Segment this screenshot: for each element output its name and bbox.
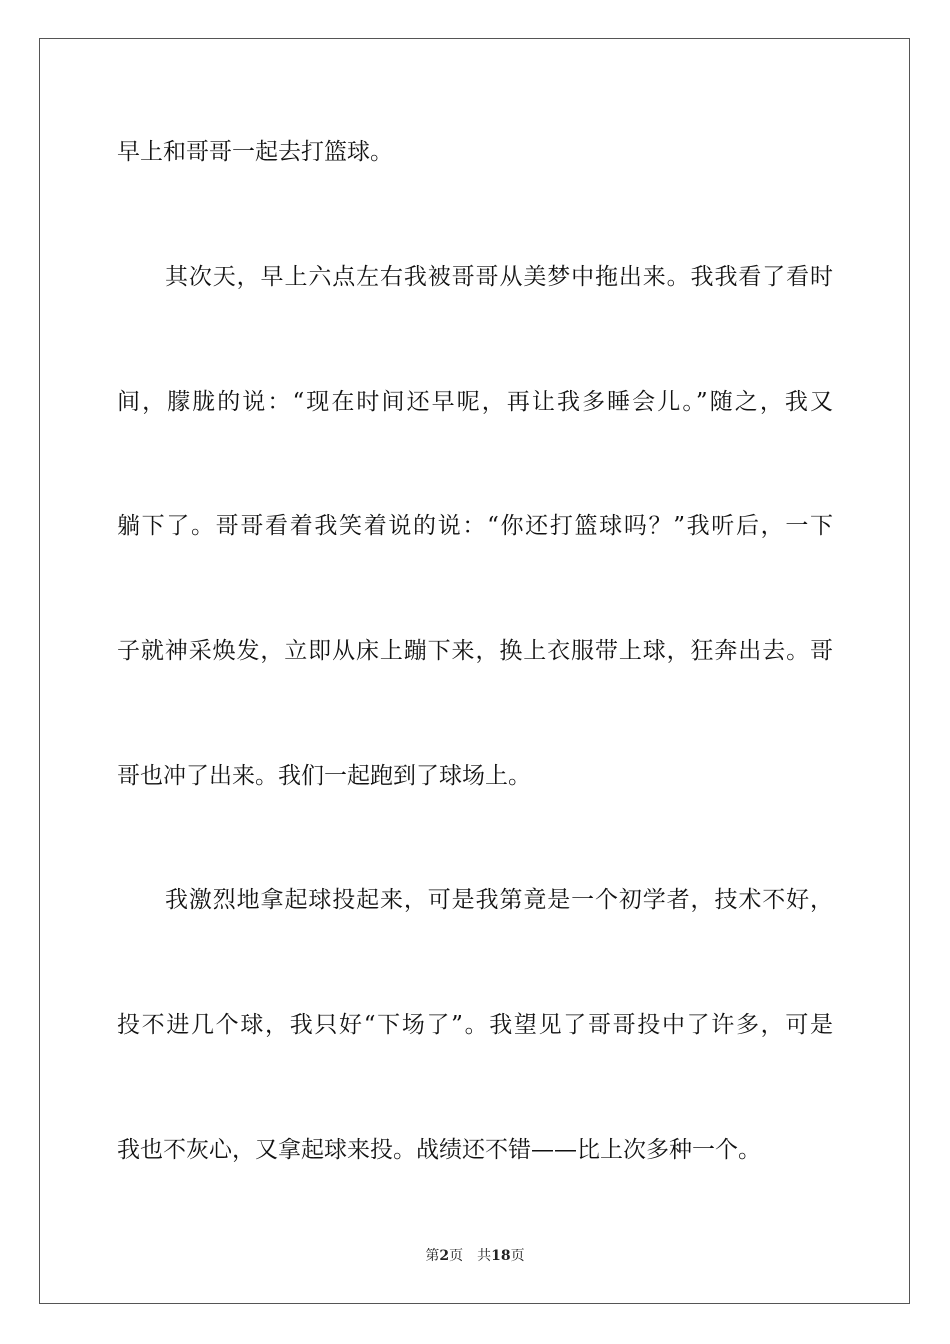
text-line-8: 投不进几个球，我只好“下场了”。我望见了哥哥投中了许多，可是 [117, 1012, 833, 1038]
text-line-3: 间，朦胧的说：“现在时间还早呢，再让我多睡会儿。”随之，我又 [117, 389, 833, 415]
text-line-7: 我激烈地拿起球投起来，可是我第竟是一个初学者，技术不好， [165, 887, 833, 913]
footer-page-prefix: 第 [425, 1248, 440, 1264]
page-footer [0, 1246, 950, 1266]
text-line-2: 其次天，早上六点左右我被哥哥从美梦中拖出来。我我看了看时 [165, 264, 833, 290]
text-line-6: 哥也冲了出来。我们一起跑到了球场上。 [117, 763, 531, 789]
footer-total-pages: 18 [491, 1248, 511, 1264]
footer-page-suffix: 页 [449, 1248, 464, 1264]
footer-total-prefix: 共 [477, 1248, 492, 1264]
text-line-4: 躺下了。哥哥看着我笑着说的说：“你还打篮球吗？”我听后，一下 [117, 513, 833, 539]
page-border [39, 38, 910, 1304]
text-line-5: 子就神采焕发，立即从床上蹦下来，换上衣服带上球，狂奔出去。哥 [117, 638, 833, 664]
footer-page-number: 2 [439, 1248, 450, 1264]
text-line-1: 早上和哥哥一起去打篮球。 [117, 139, 393, 165]
footer-total-suffix: 页 [510, 1248, 525, 1264]
text-line-9: 我也不灰心，又拿起球来投。战绩还不错——比上次多种一个。 [117, 1137, 761, 1163]
